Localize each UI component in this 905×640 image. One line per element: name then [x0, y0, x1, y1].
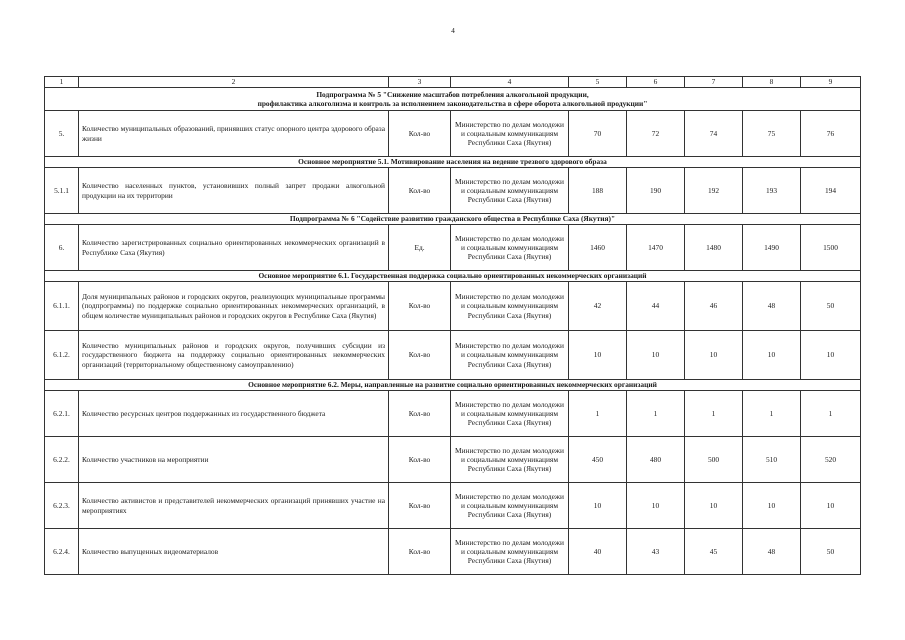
- value-cell: 480: [627, 437, 685, 483]
- table-row: [45, 391, 861, 437]
- column-number: 1: [45, 77, 79, 88]
- responsible-executor: Министерство по делам молодежи и социальным коммуникациям Республики Саха (Якутия): [451, 282, 569, 331]
- value-cell: 192: [685, 168, 743, 214]
- value-cell: 45: [685, 529, 743, 575]
- section-row: [45, 271, 861, 282]
- value-cell: 43: [627, 529, 685, 575]
- value-cell: 50: [801, 282, 861, 331]
- value-cell: 10: [743, 331, 801, 380]
- column-number: 2: [79, 77, 389, 88]
- row-number: 6.: [45, 225, 79, 271]
- indicator-name: Количество участников на мероприятии: [79, 437, 389, 483]
- unit: Кол-во: [389, 282, 451, 331]
- responsible-executor: Министерство по делам молодежи и социальным коммуникациям Республики Саха (Якутия): [451, 168, 569, 214]
- indicators-table: [44, 76, 861, 575]
- column-number: 3: [389, 77, 451, 88]
- value-cell: 70: [569, 111, 627, 157]
- table-row: [45, 529, 861, 575]
- value-cell: 1: [801, 391, 861, 437]
- section-title: Основное мероприятие 6.1. Государственная поддержка социально ориентированных некоммерческих организаций: [45, 271, 861, 282]
- row-number: 6.2.4.: [45, 529, 79, 575]
- responsible-executor: Министерство по делам молодежи и социальным коммуникациям Республики Саха (Якутия): [451, 529, 569, 575]
- indicator-name: Количество активистов и представителей некоммерческих организаций принявших участие на мероприятиях: [79, 483, 389, 529]
- column-number: 4: [451, 77, 569, 88]
- row-number: 5.: [45, 111, 79, 157]
- value-cell: 42: [569, 282, 627, 331]
- value-cell: 10: [685, 483, 743, 529]
- row-number: 6.2.3.: [45, 483, 79, 529]
- table-row: [45, 168, 861, 214]
- value-cell: 1500: [801, 225, 861, 271]
- indicator-name: Количество зарегистрированных социально ориентированных некоммерческих организаций в Республике Саха (Якутия): [79, 225, 389, 271]
- section-title: Основное мероприятие 6.2. Меры, направленные на развитие социально ориентированных некоммерческих организаций: [45, 380, 861, 391]
- section-title-line: профилактика алкоголизма и контроль за исполнением законодательства в сфере оборота алкогольной продукции": [257, 99, 648, 108]
- value-cell: 190: [627, 168, 685, 214]
- indicator-name: Количество выпущенных видеоматериалов: [79, 529, 389, 575]
- value-cell: 10: [801, 483, 861, 529]
- table-row: [45, 282, 861, 331]
- unit: Кол-во: [389, 331, 451, 380]
- responsible-executor: Министерство по делам молодежи и социальным коммуникациям Республики Саха (Якутия): [451, 391, 569, 437]
- table-row: [45, 437, 861, 483]
- value-cell: 188: [569, 168, 627, 214]
- unit: Ед.: [389, 225, 451, 271]
- indicator-name: Количество муниципальных образований, принявших статус опорного центра здорового образа жизни: [79, 111, 389, 157]
- column-number: 6: [627, 77, 685, 88]
- value-cell: 450: [569, 437, 627, 483]
- value-cell: 194: [801, 168, 861, 214]
- section-row: [45, 157, 861, 168]
- section-title: Основное мероприятие 5.1. Мотивирование населения на ведение трезвого здорового образа: [45, 157, 861, 168]
- row-number: 6.1.1.: [45, 282, 79, 331]
- section-title-line: Подпрограмма № 5 "Снижение масштабов потребления алкогольной продукции,: [316, 89, 589, 99]
- unit: Кол-во: [389, 391, 451, 437]
- table-row: [45, 111, 861, 157]
- value-cell: 46: [685, 282, 743, 331]
- value-cell: 48: [743, 529, 801, 575]
- column-number: 5: [569, 77, 627, 88]
- value-cell: 76: [801, 111, 861, 157]
- value-cell: 72: [627, 111, 685, 157]
- section-title: Подпрограмма № 6 "Содействие развитию гражданского общества в Республике Саха (Якутия)": [45, 214, 861, 225]
- value-cell: 10: [801, 331, 861, 380]
- row-number: 6.2.2.: [45, 437, 79, 483]
- value-cell: 1480: [685, 225, 743, 271]
- value-cell: 75: [743, 111, 801, 157]
- row-number: 6.2.1.: [45, 391, 79, 437]
- value-cell: 10: [627, 483, 685, 529]
- column-number: 7: [685, 77, 743, 88]
- value-cell: 10: [569, 483, 627, 529]
- section-row: [45, 380, 861, 391]
- indicator-name: Количество населенных пунктов, установивших полный запрет продажи алкогольной продукции на их территории: [79, 168, 389, 214]
- value-cell: 500: [685, 437, 743, 483]
- value-cell: 48: [743, 282, 801, 331]
- value-cell: 1470: [627, 225, 685, 271]
- responsible-executor: Министерство по делам молодежи и социальным коммуникациям Республики Саха (Якутия): [451, 331, 569, 380]
- unit: Кол-во: [389, 483, 451, 529]
- indicator-name: Доля муниципальных районов и городских округов, реализующих муниципальные программы (подпрограммы) по поддержке социально ориентированных некоммерческих организаций, в общем количестве муниципальных районов и городских округов в Республике Саха (Якутия): [79, 282, 389, 331]
- value-cell: 10: [685, 331, 743, 380]
- value-cell: 520: [801, 437, 861, 483]
- column-number-row: [45, 77, 861, 88]
- row-number: 5.1.1: [45, 168, 79, 214]
- section-row: [45, 214, 861, 225]
- indicator-name: Количество ресурсных центров поддержанных из государственного бюджета: [79, 391, 389, 437]
- value-cell: 74: [685, 111, 743, 157]
- value-cell: 40: [569, 529, 627, 575]
- value-cell: 1490: [743, 225, 801, 271]
- section-row: [45, 88, 861, 111]
- value-cell: 1460: [569, 225, 627, 271]
- value-cell: 10: [569, 331, 627, 380]
- column-number: 8: [743, 77, 801, 88]
- table-row: [45, 483, 861, 529]
- value-cell: 193: [743, 168, 801, 214]
- responsible-executor: Министерство по делам молодежи и социальным коммуникациям Республики Саха (Якутия): [451, 437, 569, 483]
- value-cell: 1: [685, 391, 743, 437]
- column-number: 9: [801, 77, 861, 88]
- table-row: [45, 331, 861, 380]
- value-cell: 1: [569, 391, 627, 437]
- responsible-executor: Министерство по делам молодежи и социальным коммуникациям Республики Саха (Якутия): [451, 111, 569, 157]
- value-cell: 44: [627, 282, 685, 331]
- unit: Кол-во: [389, 111, 451, 157]
- table-row: [45, 225, 861, 271]
- unit: Кол-во: [389, 437, 451, 483]
- unit: Кол-во: [389, 168, 451, 214]
- value-cell: 50: [801, 529, 861, 575]
- responsible-executor: Министерство по делам молодежи и социальным коммуникациям Республики Саха (Якутия): [451, 483, 569, 529]
- indicator-name: Количество муниципальных районов и городских округов, получивших субсидии из государственного бюджета на поддержку социально ориентированных некоммерческих организаций (территориальному общественному самоуправлению): [79, 331, 389, 380]
- row-number: 6.1.2.: [45, 331, 79, 380]
- value-cell: 1: [627, 391, 685, 437]
- value-cell: 510: [743, 437, 801, 483]
- value-cell: 10: [627, 331, 685, 380]
- section-title: [45, 88, 861, 111]
- unit: Кол-во: [389, 529, 451, 575]
- value-cell: 10: [743, 483, 801, 529]
- responsible-executor: Министерство по делам молодежи и социальным коммуникациям Республики Саха (Якутия): [451, 225, 569, 271]
- value-cell: 1: [743, 391, 801, 437]
- page-number: 4: [451, 26, 455, 35]
